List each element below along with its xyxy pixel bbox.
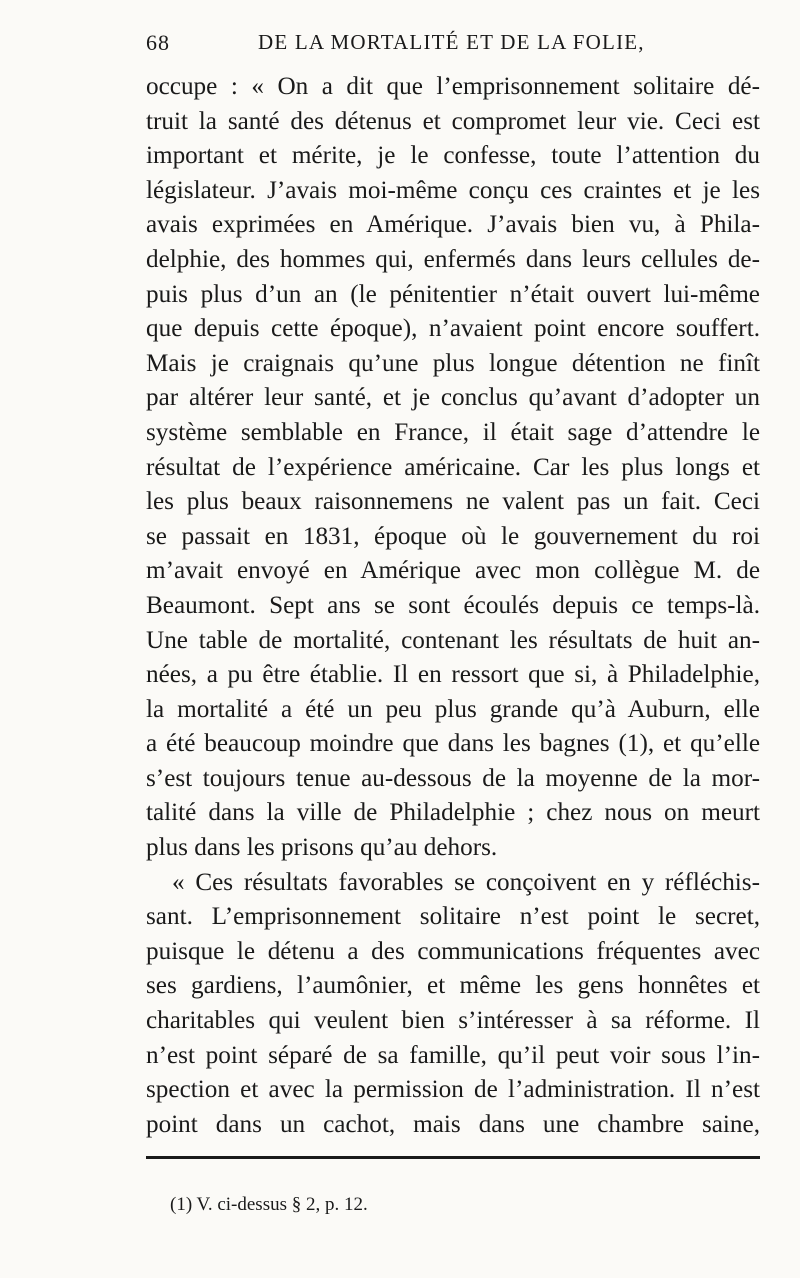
- text-line: spection et avec la permission de l’administration. Il n’est: [146, 1076, 760, 1104]
- text-line: les plus beaux raisonnemens ne valent pas un fait. Ceci: [146, 488, 760, 516]
- text-line: puisque le détenu a des communications fréquentes avec: [146, 937, 760, 965]
- text-line: « Ces résultats favorables se conçoivent en y réfléchis-: [172, 868, 760, 896]
- text-line: important et mérite, je le confesse, toute l’attention du: [146, 142, 760, 170]
- text-line: la mortalité a été un peu plus grande qu’à Auburn, elle: [146, 695, 760, 723]
- text-line: Mais je craignais qu’une plus longue détention ne finît: [146, 349, 760, 377]
- text-line: avais exprimées en Amérique. J’avais bien vu, à Phila-: [146, 211, 760, 239]
- footnote-rule: [146, 1156, 760, 1159]
- text-line: par altérer leur santé, et je conclus qu’avant d’adopter un: [146, 384, 760, 412]
- text-line: puis plus d’un an (le pénitentier n’était ouvert lui-même: [146, 280, 760, 308]
- text-line: ses gardiens, l’aumônier, et même les gens honnêtes et: [146, 972, 760, 1000]
- text-line: Beaumont. Sept ans se sont écoulés depuis ce temps-là.: [146, 591, 760, 619]
- text-line: point dans un cachot, mais dans une chambre saine,: [146, 1110, 760, 1138]
- text-line: système semblable en France, il était sage d’attendre le: [146, 418, 760, 446]
- text-line: charitables qui veulent bien s’intéresser à sa réforme. Il: [146, 1007, 760, 1035]
- running-head: [146, 30, 760, 64]
- text-line: occupe : « On a dit que l’emprisonnement solitaire dé-: [146, 73, 760, 100]
- text-line: s’est toujours tenue au-dessous de la moyenne de la mor-: [146, 764, 760, 792]
- text-line: talité dans la ville de Philadelphie ; chez nous on meurt: [146, 799, 760, 827]
- body-text: [146, 70, 760, 1142]
- text-line: n’est point séparé de sa famille, qu’il peut voir sous l’in-: [146, 1041, 760, 1069]
- footnote: (1) V. ci-dessus § 2, p. 12.: [170, 1194, 368, 1215]
- text-line: delphie, des hommes qui, enfermés dans leurs cellules de-: [146, 245, 760, 273]
- text-line: que depuis cette époque), n’avaient point encore souffert.: [146, 315, 760, 343]
- text-line: Une table de mortalité, contenant les résultats de huit an-: [146, 626, 760, 654]
- running-title: DE LA MORTALITÉ ET DE LA FOLIE,: [258, 30, 645, 54]
- text-line: se passait en 1831, époque où le gouvernement du roi: [146, 522, 760, 550]
- text-line: m’avait envoyé en Amérique avec mon collègue M. de: [146, 557, 760, 585]
- text-line: sant. L’emprisonnement solitaire n’est point le secret,: [146, 903, 760, 931]
- text-line: résultat de l’expérience américaine. Car les plus longs et: [146, 453, 760, 481]
- text-line: truit la santé des détenus et compromet leur vie. Ceci est: [146, 107, 760, 135]
- text-line: législateur. J’avais moi-même conçu ces craintes et je les: [146, 176, 760, 204]
- text-line: nées, a pu être établie. Il en ressort que si, à Philadelphie,: [146, 661, 760, 689]
- text-line: plus dans les prisons qu’au dehors.: [146, 834, 498, 862]
- page-number: 68: [146, 30, 170, 55]
- text-line: a été beaucoup moindre que dans les bagnes (1), et qu’elle: [146, 730, 760, 758]
